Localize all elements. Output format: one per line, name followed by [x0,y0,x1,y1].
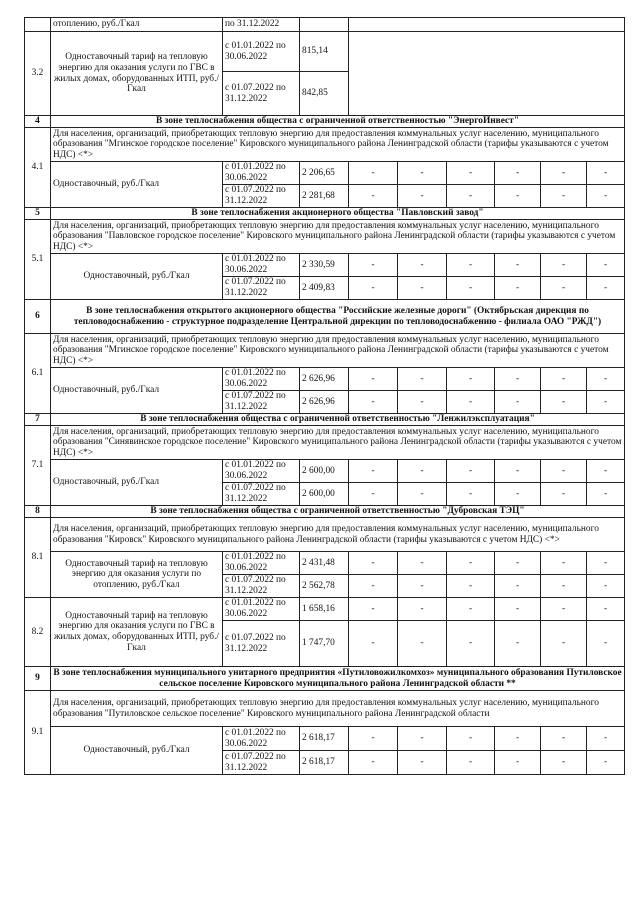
dash-cell: - [587,621,625,667]
dash-cell: - [495,460,541,483]
row-number-cell: 8.2 [25,598,51,667]
dash-cell: - [398,575,447,598]
dash-cell: - [541,575,587,598]
dash-cell: - [447,598,495,621]
note-cell: Для населения, организаций, приобретающих тепловую энергию для предоставления коммунальных услуг населению, муниципального образования "Мгинское городское поселение" Кировского муниципального района Ленинградской области (тарифы указываются с учетом НДС) <*> [51,334,625,368]
table-row [25,460,625,483]
dash-cell: - [587,391,625,414]
value-cell: 2 618,17 [300,751,349,775]
dash-cell: - [398,185,447,208]
section-title: В зоне теплоснабжения общества с ограниченной ответственностью "Ленжилэксплуатация" [51,414,625,426]
dash-cell: - [349,460,398,483]
dash-cell: - [398,621,447,667]
section-title: В зоне теплоснабжения акционерного общества "Павловский завод" [51,208,625,220]
dash-cell: - [398,254,447,277]
period-cell: с 01.07.2022 по 31.12.2022 [223,751,300,775]
dash-cell: - [398,552,447,575]
note-cell: Для населения, организаций, приобретающих тепловую энергию для предоставления коммунальных услуг населению, муниципального образования "Путиловское сельское поселение" Кировского муниципального района Ленинградской области [51,691,625,727]
row-number-cell: 8.1 [25,518,51,598]
period-cell: с 01.01.2022 по 30.06.2022 [223,368,300,391]
row-number-cell: 3.2 [25,32,51,116]
row-number-cell: 5.1 [25,220,51,300]
note-cell: Для населения, организаций, приобретающих тепловую энергию для предоставления коммунальных услуг населению, муниципального образования "Кировск" Кировского муниципального района Ленинградской области (тарифы указываются с учетом НДС) <*> [51,518,625,552]
value-cell: 815,14 [300,32,349,72]
dash-cell: - [495,483,541,506]
table-row [25,220,625,254]
tariff-name-cell: Одноставочный, руб./Гкал [51,368,223,414]
table-row [25,162,625,185]
dash-cell: - [541,277,587,300]
dash-cell: - [541,391,587,414]
row-number-cell: 4.1 [25,128,51,208]
period-cell: с 01.01.2022 по 30.06.2022 [223,162,300,185]
section-title: В зоне теплоснабжения открытого акционерного общества "Российские железные дороги" (Октябрьская дирекция по тепловодоснабжению - структурное подразделение Центральной дирекции по тепловодоснабжению - филиала ОАО "РЖД") [51,300,625,334]
value-cell: 1 658,16 [300,598,349,621]
period-cell: по 31.12.2022 [223,18,300,32]
dash-cell: - [447,162,495,185]
table-row [25,691,625,727]
section-number: 4 [25,116,51,128]
dash-cell: - [587,162,625,185]
tariff-name-cell: отоплению, руб./Гкал [51,18,223,32]
tariff-name-cell: Одноставочный тариф на тепловую энергию для оказания услуги по ГВС в жилых домах, оборудованных ИТП, руб./Гкал [51,598,223,667]
period-cell: с 01.07.2022 по 31.12.2022 [223,483,300,506]
table-row [25,254,625,277]
dash-cell: - [587,277,625,300]
dash-cell: - [587,598,625,621]
table-row [25,518,625,552]
dash-cell: - [541,598,587,621]
value-cell [300,18,349,32]
tariff-name-cell: Одноставочный, руб./Гкал [51,254,223,300]
dash-cell: - [398,598,447,621]
dash-cell: - [587,483,625,506]
table-row [25,334,625,368]
tariff-name-cell: Одноставочный, руб./Гкал [51,727,223,775]
section-header-row [25,506,625,518]
period-cell: с 01.01.2022 по 30.06.2022 [223,598,300,621]
dash-cell: - [587,727,625,751]
dash-cell: - [398,368,447,391]
dash-cell: - [541,185,587,208]
period-cell: с 01.01.2022 по 30.06.2022 [223,727,300,751]
table-row [25,598,625,621]
dash-cell: - [495,185,541,208]
value-cell: 2 618,17 [300,727,349,751]
dash-cell: - [541,552,587,575]
period-cell: с 01.07.2022 по 31.12.2022 [223,575,300,598]
dash-cell: - [495,751,541,775]
dash-cell: - [541,460,587,483]
section-header-row [25,116,625,128]
tariff-name-cell: Одноставочный тариф на тепловую энергию для оказания услуги по ГВС в жилых домах, оборудованных ИТП, руб./Гкал [51,32,223,116]
dash-cell: - [541,368,587,391]
dash-cell: - [349,162,398,185]
value-cell: 2 626,96 [300,368,349,391]
dash-cell: - [541,254,587,277]
dash-cell: - [587,751,625,775]
dash-cell: - [495,621,541,667]
dash-cell: - [495,162,541,185]
dash-cell: - [398,751,447,775]
dash-cell: - [495,727,541,751]
table-row [25,32,625,72]
empty-cell [349,18,625,32]
dash-cell: - [495,391,541,414]
dash-cell: - [541,751,587,775]
dash-cell: - [447,727,495,751]
value-cell: 2 562,78 [300,575,349,598]
period-cell: с 01.01.2022 по 30.06.2022 [223,254,300,277]
period-cell: с 01.07.2022 по 31.12.2022 [223,391,300,414]
dash-cell: - [349,552,398,575]
table-row [25,368,625,391]
period-cell: с 01.07.2022 по 31.12.2022 [223,72,300,116]
dash-cell: - [349,391,398,414]
section-header-row [25,414,625,426]
section-header-row [25,300,625,334]
section-number: 9 [25,667,51,691]
row-number-cell [25,18,51,32]
table-row [25,128,625,162]
value-cell: 2 431,48 [300,552,349,575]
dash-cell: - [398,483,447,506]
dash-cell: - [349,575,398,598]
dash-cell: - [587,575,625,598]
dash-cell: - [349,185,398,208]
section-number: 8 [25,506,51,518]
dash-cell: - [587,552,625,575]
table-row [25,727,625,751]
dash-cell: - [398,727,447,751]
value-cell: 2 330,59 [300,254,349,277]
tariff-name-cell: Одноставочный, руб./Гкал [51,460,223,506]
dash-cell: - [541,727,587,751]
dash-cell: - [349,483,398,506]
section-title: В зоне теплоснабжения общества с ограниченной ответственностью "ЭнергоИнвест" [51,116,625,128]
dash-cell: - [447,621,495,667]
period-cell: с 01.07.2022 по 31.12.2022 [223,277,300,300]
dash-cell: - [495,598,541,621]
dash-cell: - [398,391,447,414]
dash-cell: - [447,483,495,506]
dash-cell: - [495,368,541,391]
period-cell: с 01.01.2022 по 30.06.2022 [223,460,300,483]
dash-cell: - [541,483,587,506]
period-cell: с 01.01.2022 по 30.06.2022 [223,32,300,72]
dash-cell: - [541,162,587,185]
value-cell: 2 600,00 [300,460,349,483]
dash-cell: - [398,162,447,185]
dash-cell: - [447,460,495,483]
dash-cell: - [349,621,398,667]
dash-cell: - [587,368,625,391]
dash-cell: - [587,254,625,277]
period-cell: с 01.01.2022 по 30.06.2022 [223,552,300,575]
section-title: В зоне теплоснабжения муниципального унитарного предприятия «Путиловожилкомхоз» муниципального образования Путиловское сельское поселение Кировского муниципального района Ленинградской области ** [51,667,625,691]
dash-cell: - [349,277,398,300]
row-number-cell: 6.1 [25,334,51,414]
dash-cell: - [447,368,495,391]
value-cell: 2 281,68 [300,185,349,208]
table-row [25,426,625,460]
dash-cell: - [349,751,398,775]
dash-cell: - [398,277,447,300]
section-number: 6 [25,300,51,334]
value-cell: 2 626,96 [300,391,349,414]
dash-cell: - [495,277,541,300]
dash-cell: - [398,460,447,483]
dash-cell: - [541,621,587,667]
value-cell: 2 600,00 [300,483,349,506]
dash-cell: - [495,552,541,575]
section-number: 5 [25,208,51,220]
period-cell: с 01.07.2022 по 31.12.2022 [223,185,300,208]
dash-cell: - [447,185,495,208]
table-row [25,552,625,575]
dash-cell: - [447,751,495,775]
value-cell: 842,85 [300,72,349,116]
tariff-name-cell: Одноставочный тариф на тепловую энергию для оказания услуги по отоплению, руб./Гкал [51,552,223,598]
period-cell: с 01.07.2022 по 31.12.2022 [223,621,300,667]
dash-cell: - [447,552,495,575]
dash-cell: - [349,598,398,621]
dash-cell: - [587,185,625,208]
dash-cell: - [495,575,541,598]
dash-cell: - [349,254,398,277]
dash-cell: - [447,277,495,300]
dash-cell: - [495,254,541,277]
dash-cell: - [349,368,398,391]
dash-cell: - [447,391,495,414]
section-header-row [25,667,625,691]
row-number-cell: 9.1 [25,691,51,775]
note-cell: Для населения, организаций, приобретающих тепловую энергию для предоставления коммунальных услуг населению, муниципального образования "Мгинское городское поселение" Кировского муниципального района Ленинградской области (тарифы указываются с учетом НДС) <*> [51,128,625,162]
empty-cell [349,32,625,116]
tariff-name-cell: Одноставочный, руб./Гкал [51,162,223,208]
table-row [25,18,625,32]
tariff-table [24,17,625,775]
value-cell: 1 747,70 [300,621,349,667]
value-cell: 2 206,65 [300,162,349,185]
section-title: В зоне теплоснабжения общества с ограниченной ответственностью "Дубровская ТЭЦ" [51,506,625,518]
section-number: 7 [25,414,51,426]
dash-cell: - [447,575,495,598]
value-cell: 2 409,83 [300,277,349,300]
note-cell: Для населения, организаций, приобретающих тепловую энергию для предоставления коммунальных услуг населению, муниципального образования "Павловское городское поселение" Кировского муниципального района Ленинградской области (тарифы указываются с учетом НДС) <*> [51,220,625,254]
dash-cell: - [447,254,495,277]
dash-cell: - [349,727,398,751]
row-number-cell: 7.1 [25,426,51,506]
dash-cell: - [587,460,625,483]
note-cell: Для населения, организаций, приобретающих тепловую энергию для предоставления коммунальных услуг населению, муниципального образования "Синявинское городское поселение" Кировского муниципального района Ленинградской области (тарифы указываются с учетом НДС) <*> [51,426,625,460]
section-header-row [25,208,625,220]
